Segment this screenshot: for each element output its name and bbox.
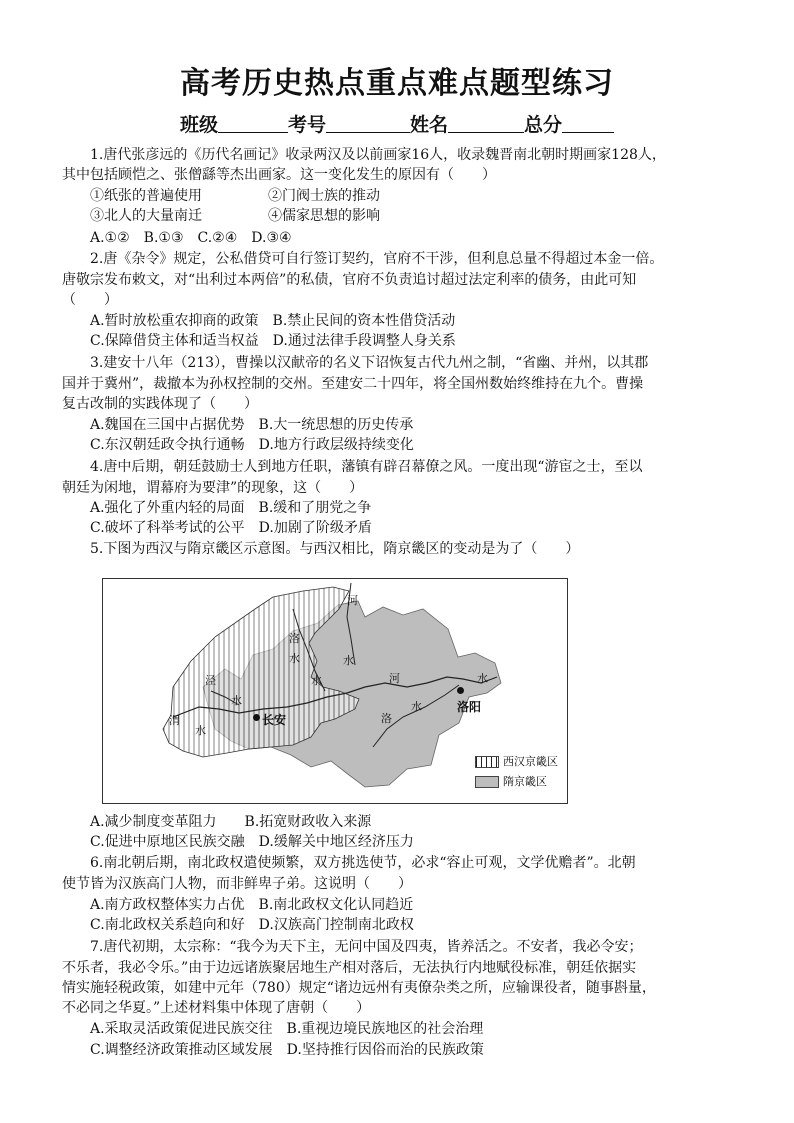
student-info-row	[0, 110, 794, 137]
q3-line1: 3.建安十八年（213），曹操以汉献帝的名义下诏恢复古代九州之制，“省幽、并州，以其郡	[90, 355, 649, 371]
q7-line4: 不必同之华夏。”上述材料集中体现了唐朝（ ）	[62, 1000, 371, 1016]
q6-options-ab: A.南方政权整体实力占优 B.南北政权文化认同趋近	[90, 897, 414, 913]
q7-line1: 7.唐代初期，太宗称：“我今为天下主，无问中国及四夷，皆养活之。不安者，我必令安；	[90, 939, 643, 955]
name-blank[interactable]	[448, 114, 524, 133]
q3-line3: 复古改制的实践体现了（ ）	[62, 396, 258, 412]
q1-item-3: ③北人的大量南迁	[90, 208, 202, 224]
q7-line3: 情实施轻税政策，如建中元年（780）规定“诸边远州有夷僚杂类之所，应输课役者，随事斟量，	[62, 980, 656, 996]
exam-number-label: 考号	[287, 114, 326, 136]
q5-line1: 5.下图为西汉与隋京畿区示意图。与西汉相比，隋京畿区的变动是为了（ ）	[90, 541, 580, 557]
q4-options-cd: C.破坏了科举考试的公平 D.加剧了阶级矛盾	[90, 520, 372, 536]
capital-region-map	[102, 578, 568, 804]
q6-line2: 使节皆为汉族高门人物，而非鲜卑子弟。这说明（ ）	[62, 876, 412, 892]
exam-number-blank[interactable]	[326, 114, 410, 133]
q1-options: A.①② B.①③ C.②④ D.③④	[90, 230, 292, 246]
q7-line2: 不乐者，我必令乐。”由于边远诸族聚居地生产相对落后，无法执行内地赋役标准，朝廷依据实	[62, 960, 637, 976]
q4-line2: 朝廷为闲地，谓幕府为要津”的现象，这（ ）	[62, 480, 364, 496]
map-label-he-north: 河	[347, 594, 358, 607]
q7-options-ab: A.采取灵活政策促进民族交往 B.重视边境民族地区的社会治理	[90, 1021, 484, 1037]
map-graphic	[103, 579, 567, 803]
map-label-shui-2: 水	[343, 654, 354, 667]
map-label-wei: 渭	[169, 714, 180, 727]
q3-options-ab: A.魏国在三国中占据优势 B.大一统思想的历史传承	[90, 417, 414, 433]
page-title: 高考历史热点重点难点题型练习	[180, 66, 614, 101]
map-label-jing: 泾	[205, 674, 216, 687]
q6-options-cd: C.南北政权关系趋向和好 D.汉族高门控制南北政权	[90, 917, 414, 933]
q2-line3: （ ）	[62, 292, 118, 308]
q1-line1: 1.唐代张彦远的《历代名画记》收录两汉及以前画家16人，收录魏晋南北朝时期画家128人，	[90, 147, 666, 163]
legend-swatch-sui	[475, 776, 499, 788]
city-changan: 长安	[262, 713, 287, 727]
luoyang-dot	[457, 687, 464, 694]
changan-dot	[253, 714, 260, 721]
name-label: 姓名	[410, 114, 449, 136]
map-label-shui-7: 水	[411, 700, 422, 713]
map-label-shui-5: 水	[311, 674, 322, 687]
map-label-he-mid: 河	[389, 672, 400, 685]
q5-options-cd: C.促进中原地区民族交融 D.缓解关中地区经济压力	[90, 834, 414, 850]
map-label-shui-3: 水	[231, 694, 242, 707]
q1-item-4: ④儒家思想的影响	[268, 208, 380, 224]
q2-options-cd: C.保障借贷主体和适当权益 D.通过法律手段调整人身关系	[90, 333, 456, 349]
q1-item-2: ②门阀士族的推动	[268, 188, 380, 204]
q7-options-cd: C.调整经济政策推动区域发展 D.坚持推行因俗而治的民族政策	[90, 1042, 484, 1058]
q6-line1: 6.南北朝后期，南北政权遣使频繁，双方挑选使节，必求“容止可观，文学优赡者”。北朝	[90, 855, 636, 871]
city-luoyang: 洛阳	[457, 700, 482, 714]
score-blank[interactable]	[562, 114, 614, 133]
legend-swatch-xihan	[475, 756, 499, 768]
map-label-shui-4: 水	[195, 724, 206, 737]
class-blank[interactable]	[218, 114, 288, 133]
q4-line1: 4.唐中后期，朝廷鼓励士人到地方任职，藩镇有辟召幕僚之风。一度出现“游宦之士，至以	[90, 459, 643, 475]
class-label: 班级	[179, 114, 218, 136]
map-label-luo-lower: 洛	[381, 712, 392, 725]
score-label: 总分	[524, 114, 563, 136]
map-label-luo-upper: 洛	[289, 632, 300, 645]
q2-line1: 2.唐《杂令》规定，公私借贷可自行签订契约，官府不干涉，但利息总量不得超过本金一倍。	[90, 251, 664, 267]
q5-options-ab: A.减少制度变革阻力 B.拓宽财政收入来源	[90, 814, 372, 830]
q1-item-1: ①纸张的普遍使用	[90, 188, 202, 204]
q3-options-cd: C.东汉朝廷政令执行通畅 D.地方行政层级持续变化	[90, 437, 414, 453]
map-label-shui-6: 水	[477, 672, 488, 685]
q1-line2: 其中包括顾恺之、张僧繇等杰出画家。这一变化发生的原因有（ ）	[62, 167, 496, 183]
q3-line2: 国并于冀州”，裁撤本为孙权控制的交州。至建安二十四年，将全国州数始终维持在九个。曹操	[62, 376, 644, 392]
map-label-shui-1: 水	[289, 652, 300, 665]
legend-label-sui: 隋京畿区	[503, 775, 547, 788]
q4-options-ab: A.强化了外重内轻的局面 B.缓和了朋党之争	[90, 500, 372, 516]
legend-label-xihan: 西汉京畿区	[503, 755, 558, 768]
q2-line2: 唐敬宗发布敕文，对“出利过本两倍”的私债，官府不负责追讨超过法定利率的债务，由此可知	[62, 272, 637, 288]
q2-options-ab: A.暂时放松重农抑商的政策 B.禁止民间的资本性借贷活动	[90, 313, 456, 329]
